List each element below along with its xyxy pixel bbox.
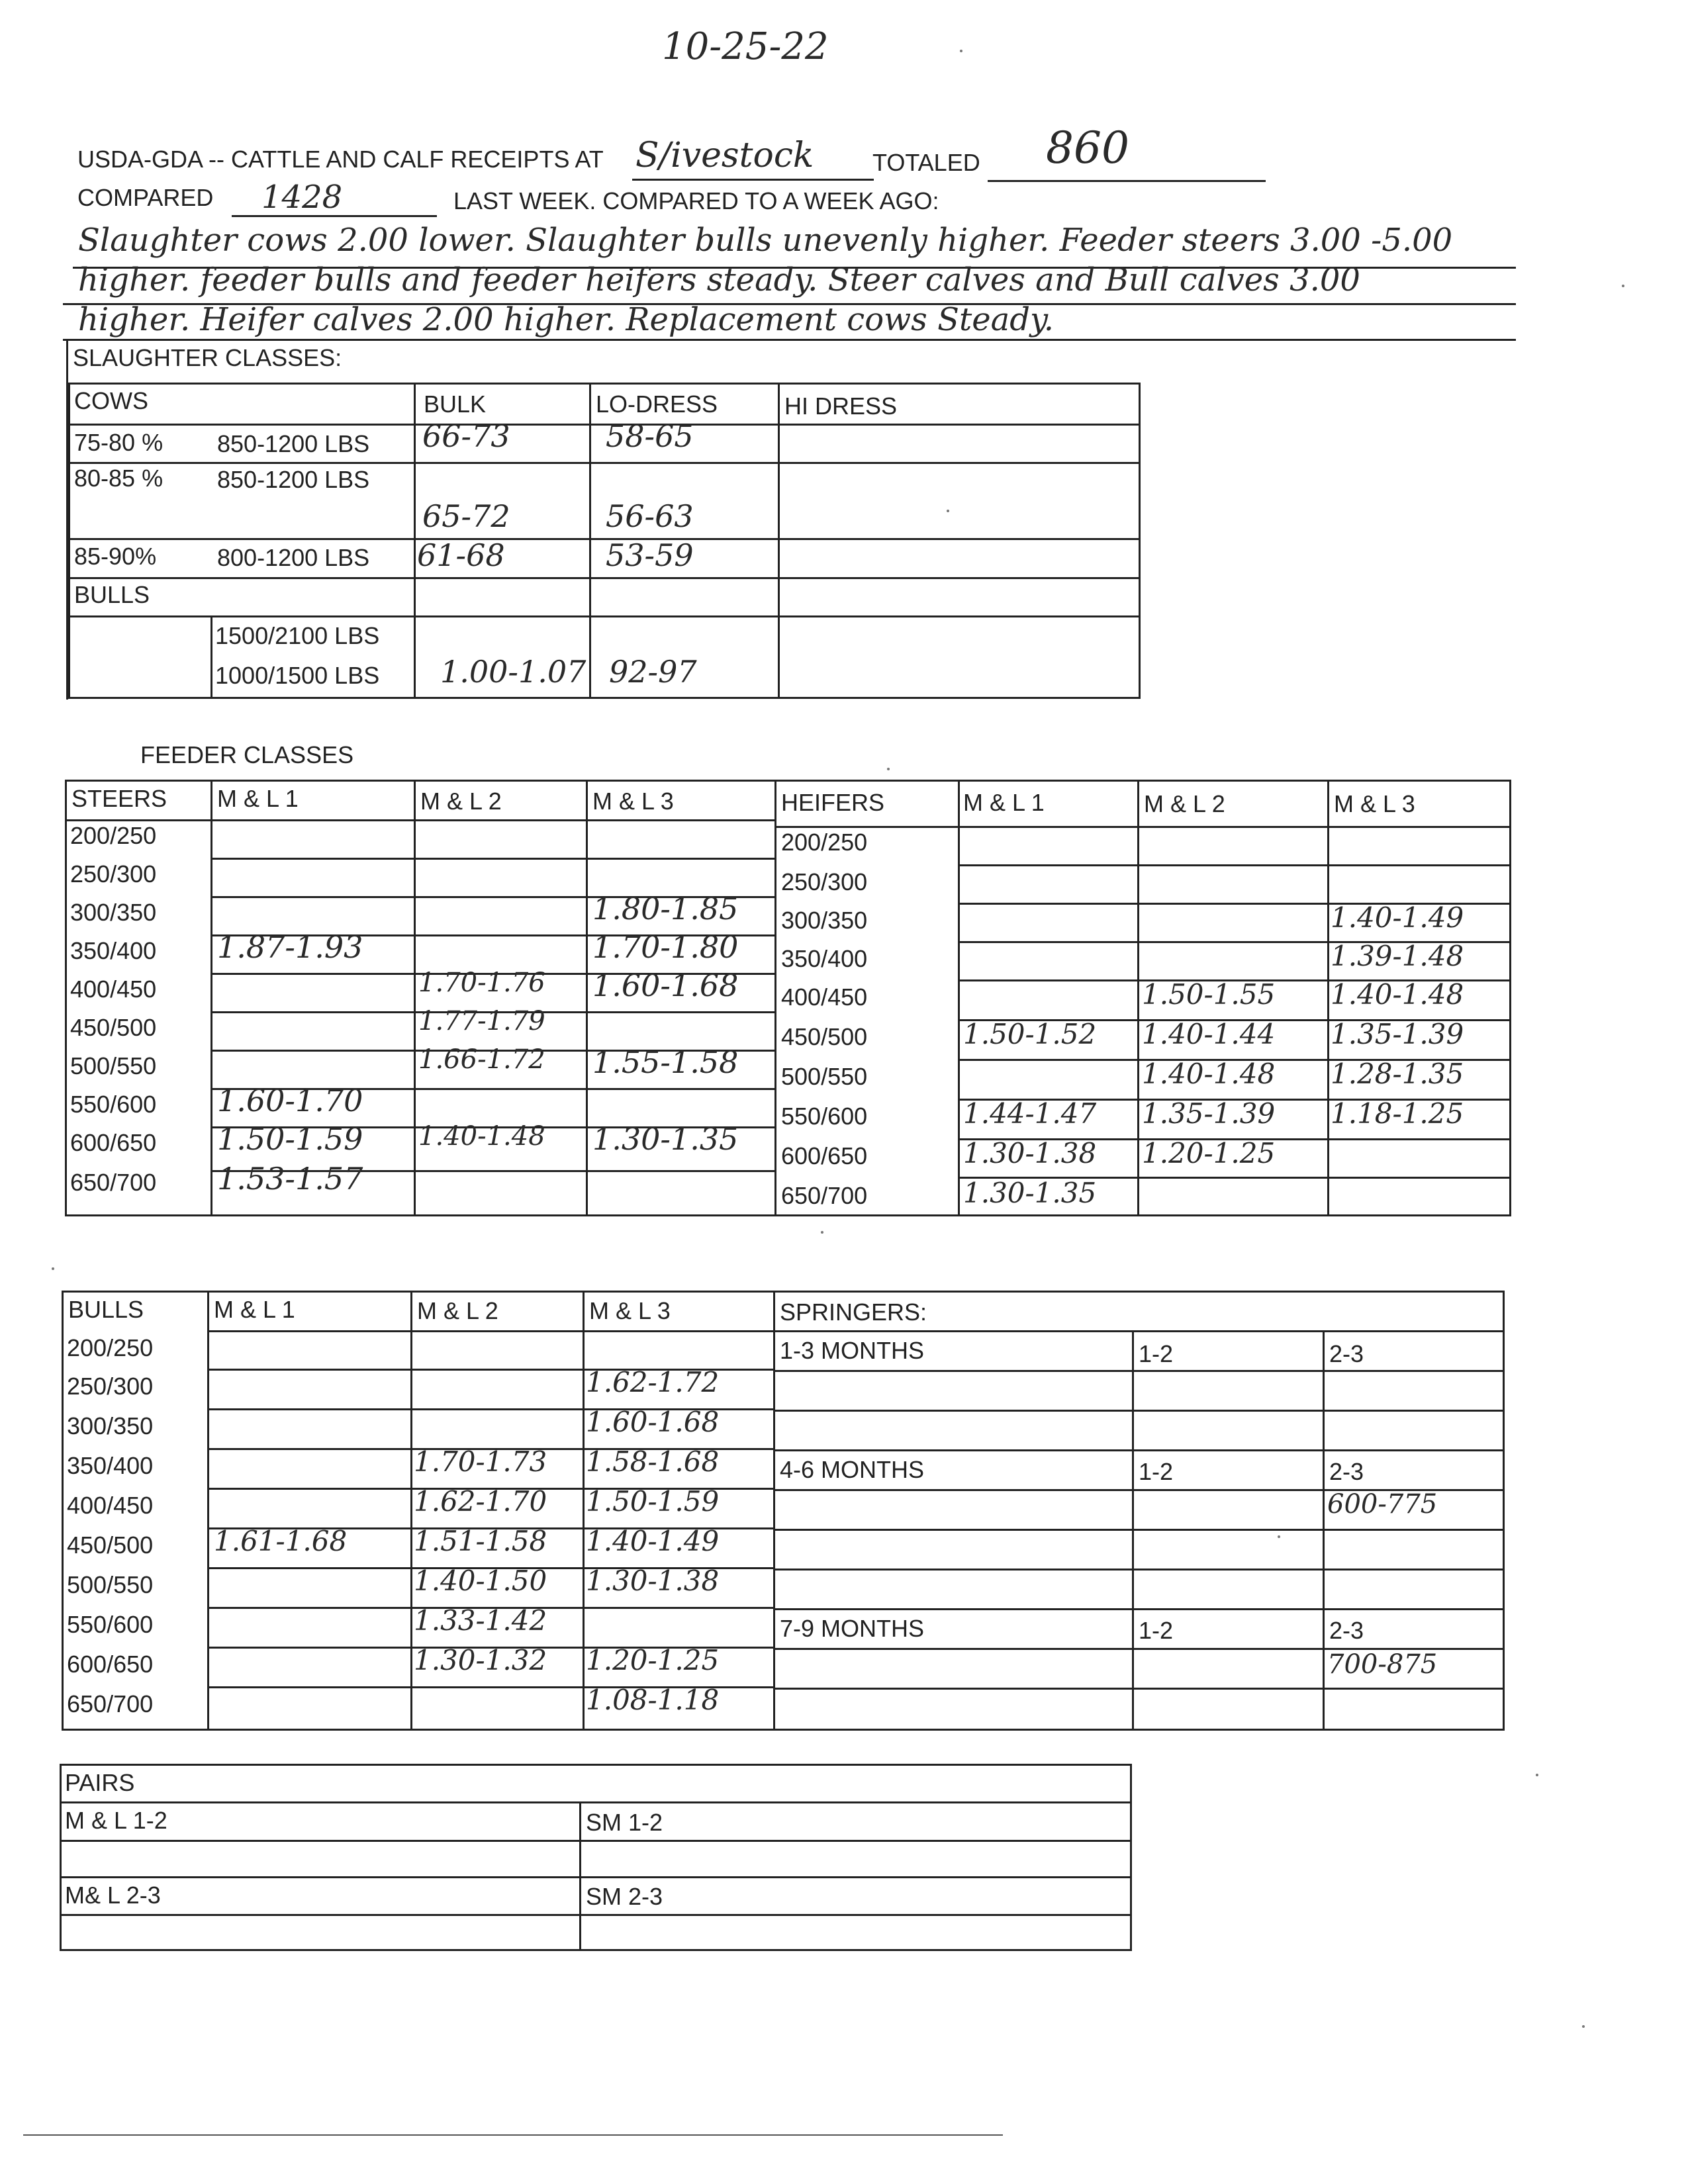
steers-ml1-header: M & L 1 (217, 785, 299, 812)
bull-price: 1.60-1.68 (586, 1406, 720, 1438)
steer-weight-class: 350/400 (70, 937, 157, 964)
steer-price: 1.77-1.79 (418, 1006, 545, 1036)
heifer-price: 1.40-1.49 (1331, 901, 1464, 934)
steer-weight-class: 300/350 (70, 899, 157, 926)
heifer-weight-class: 350/400 (781, 945, 868, 972)
total-receipts: 860 (1046, 122, 1129, 173)
steer-price: 1.50-1.59 (217, 1121, 363, 1157)
bull-price: 1.33-1.42 (414, 1604, 547, 1637)
heifer-price: 1.44-1.47 (963, 1097, 1097, 1130)
cows-label: COWS (74, 387, 148, 414)
bull-weight-class: 650/700 (67, 1690, 154, 1717)
steer-weight-class: 500/550 (70, 1052, 157, 1079)
bull-price: 1.70-1.73 (414, 1445, 547, 1478)
bulls-ml1-header: M & L 1 (214, 1296, 295, 1323)
bull-price: 1.40-1.49 (586, 1525, 720, 1557)
springer-col-2-3: 2-3 (1329, 1340, 1364, 1367)
bull-price: 1.61-1.68 (214, 1525, 348, 1557)
steer-weight-class: 250/300 (70, 860, 157, 887)
springer-group-label: 4-6 MONTHS (780, 1456, 925, 1483)
heifer-price: 1.39-1.48 (1331, 940, 1464, 972)
cow-lo-dress-price: 53-59 (606, 537, 694, 573)
heifer-price: 1.35-1.39 (1331, 1018, 1464, 1050)
bulls-label: BULLS (68, 1296, 144, 1323)
totaled-label: TOTALED (872, 149, 980, 176)
bull-price: 1.30-1.32 (414, 1644, 547, 1676)
pairs-table (60, 1764, 1132, 1951)
cow-bulk-price: 65-72 (422, 498, 510, 534)
cow-grade: 80-85 % (74, 465, 164, 492)
bulls-ml2-header: M & L 2 (417, 1297, 498, 1324)
bull-weight-class: 500/550 (67, 1571, 154, 1598)
springer-col-2-3: 2-3 (1329, 1458, 1364, 1485)
cow-bulk-price: 61-68 (417, 537, 505, 573)
springers-title: SPRINGERS: (780, 1298, 927, 1326)
heifer-price: 1.18-1.25 (1331, 1097, 1464, 1130)
springer-col-1-2: 1-2 (1139, 1340, 1174, 1367)
steer-weight-class: 450/500 (70, 1014, 157, 1041)
compared-label: COMPARED (77, 184, 214, 211)
bull-price: 1.62-1.72 (586, 1366, 720, 1398)
cow-weight: 850-1200 LBS (217, 466, 370, 493)
steer-price: 1.53-1.57 (217, 1161, 363, 1197)
heifer-weight-class: 250/300 (781, 868, 868, 895)
springer-col-1-2: 1-2 (1139, 1617, 1174, 1644)
bull-weight-class: 200/250 (67, 1334, 154, 1361)
cow-weight: 850-1200 LBS (217, 430, 370, 457)
heifer-price: 1.40-1.44 (1142, 1018, 1276, 1050)
pairs-title: PAIRS (65, 1769, 135, 1796)
steer-weight-class: 400/450 (70, 976, 157, 1003)
steer-price: 1.60-1.70 (217, 1083, 363, 1118)
steer-price: 1.60-1.68 (592, 968, 739, 1003)
bull-price: 1.40-1.50 (414, 1565, 547, 1597)
bull-weight: 1500/2100 LBS (215, 622, 380, 649)
steer-price: 1.66-1.72 (418, 1044, 545, 1075)
bull-weight-class: 250/300 (67, 1373, 154, 1400)
pairs-ml-1-2: M & L 1-2 (65, 1807, 167, 1834)
cow-grade: 85-90% (74, 543, 157, 570)
heifer-price: 1.50-1.52 (963, 1018, 1097, 1050)
steer-price: 1.70-1.80 (592, 929, 739, 965)
pairs-sm-1-2: SM 1-2 (586, 1809, 663, 1836)
lo-dress-header: LO-DRESS (596, 390, 718, 418)
heifer-weight-class: 500/550 (781, 1063, 868, 1090)
last-week-label: LAST WEEK. COMPARED TO A WEEK AGO: (453, 187, 939, 214)
bull-price: 1.50-1.59 (586, 1485, 720, 1518)
steer-price: 1.87-1.93 (217, 929, 363, 965)
steer-weight-class: 650/700 (70, 1169, 157, 1196)
bull-weight-class: 600/650 (67, 1651, 154, 1678)
cow-lo-dress-price: 56-63 (606, 498, 694, 534)
steers-ml3-header: M & L 3 (592, 788, 674, 815)
cow-lo-dress-price: 58-65 (606, 418, 694, 454)
steer-price: 1.30-1.35 (592, 1121, 739, 1157)
date: 10-25-22 (662, 25, 829, 68)
steers-label: STEERS (71, 785, 167, 812)
steer-price: 1.80-1.85 (592, 891, 739, 927)
heifers-ml1-header: M & L 1 (963, 789, 1045, 816)
bulk-header: BULK (424, 390, 487, 418)
heifer-weight-class: 400/450 (781, 983, 868, 1011)
heifer-price: 1.20-1.25 (1142, 1137, 1276, 1169)
heifer-weight-class: 550/600 (781, 1103, 868, 1130)
heifer-weight-class: 200/250 (781, 829, 868, 856)
steer-price: 1.70-1.76 (418, 968, 545, 998)
springer-2-3-price: 600-775 (1327, 1489, 1438, 1520)
market-note-line-2: higher. feeder bulls and feeder heifers steady. Steer calves and Bull calves 3.00 (78, 261, 1360, 298)
heifers-label: HEIFERS (781, 789, 885, 816)
bull-weight: 1000/1500 LBS (215, 662, 380, 689)
heifer-price: 1.50-1.55 (1142, 978, 1276, 1011)
heifer-price: 1.30-1.38 (963, 1137, 1097, 1169)
bull-price: 1.08-1.18 (586, 1684, 720, 1716)
bull-weight-class: 400/450 (67, 1492, 154, 1519)
compared-value: 1428 (261, 179, 343, 216)
bull-price: 1.51-1.58 (414, 1525, 547, 1557)
bull-price: 1.58-1.68 (586, 1445, 720, 1478)
bull-weight-class: 450/500 (67, 1531, 154, 1559)
heifers-ml2-header: M & L 2 (1144, 790, 1225, 817)
steer-weight-class: 550/600 (70, 1091, 157, 1118)
pairs-sm-2-3: SM 2-3 (586, 1883, 663, 1910)
cow-weight: 800-1200 LBS (217, 544, 370, 571)
heifer-price: 1.28-1.35 (1331, 1058, 1464, 1090)
bulls-slaughter-label: BULLS (74, 581, 150, 608)
bull-bulk-price: 1.00-1.07 (440, 654, 586, 690)
bull-weight-class: 350/400 (67, 1452, 154, 1479)
bull-price: 1.20-1.25 (586, 1644, 720, 1676)
market-note-line-1: Slaughter cows 2.00 lower. Slaughter bulls unevenly higher. Feeder steers 3.00 -5.00 (78, 222, 1453, 259)
heifer-price: 1.40-1.48 (1142, 1058, 1276, 1090)
pairs-ml-2-3: M& L 2-3 (65, 1882, 161, 1909)
bull-price: 1.62-1.70 (414, 1485, 547, 1518)
heifers-ml3-header: M & L 3 (1334, 790, 1415, 817)
steer-weight-class: 600/650 (70, 1129, 157, 1156)
heifer-price: 1.30-1.35 (963, 1177, 1097, 1209)
heifer-weight-class: 650/700 (781, 1182, 868, 1209)
springer-2-3-price: 700-875 (1327, 1649, 1438, 1680)
heifer-price: 1.40-1.48 (1331, 978, 1464, 1011)
heifer-weight-class: 600/650 (781, 1142, 868, 1169)
bull-weight-class: 300/350 (67, 1412, 154, 1439)
market-name: S/ivestock (635, 136, 814, 175)
cow-bulk-price: 66-73 (422, 418, 510, 454)
market-note-line-3: higher. Heifer calves 2.00 higher. Replacement cows Steady. (78, 301, 1054, 338)
heifer-price: 1.35-1.39 (1142, 1097, 1276, 1130)
heifer-weight-class: 300/350 (781, 907, 868, 934)
springer-col-2-3: 2-3 (1329, 1617, 1364, 1644)
bulls-ml3-header: M & L 3 (589, 1297, 671, 1324)
bull-weight-class: 550/600 (67, 1611, 154, 1638)
springer-col-1-2: 1-2 (1139, 1458, 1174, 1485)
hi-dress-header: HI DRESS (784, 392, 898, 420)
steer-weight-class: 200/250 (70, 822, 157, 849)
steers-ml2-header: M & L 2 (420, 788, 502, 815)
bottom-rule (23, 2134, 1003, 2136)
receipts-label: USDA-GDA -- CATTLE AND CALF RECEIPTS AT (77, 146, 604, 173)
feeder-classes-title: FEEDER CLASSES (140, 741, 354, 768)
springer-group-label: 1-3 MONTHS (780, 1337, 925, 1364)
heifer-weight-class: 450/500 (781, 1023, 868, 1050)
cow-grade: 75-80 % (74, 429, 164, 456)
bull-lo-dress-price: 92-97 (609, 654, 697, 690)
springer-group-label: 7-9 MONTHS (780, 1615, 925, 1642)
steer-price: 1.55-1.58 (592, 1044, 739, 1080)
slaughter-classes-title: SLAUGHTER CLASSES: (73, 344, 342, 371)
steer-price: 1.40-1.48 (418, 1121, 545, 1152)
bull-price: 1.30-1.38 (586, 1565, 720, 1597)
